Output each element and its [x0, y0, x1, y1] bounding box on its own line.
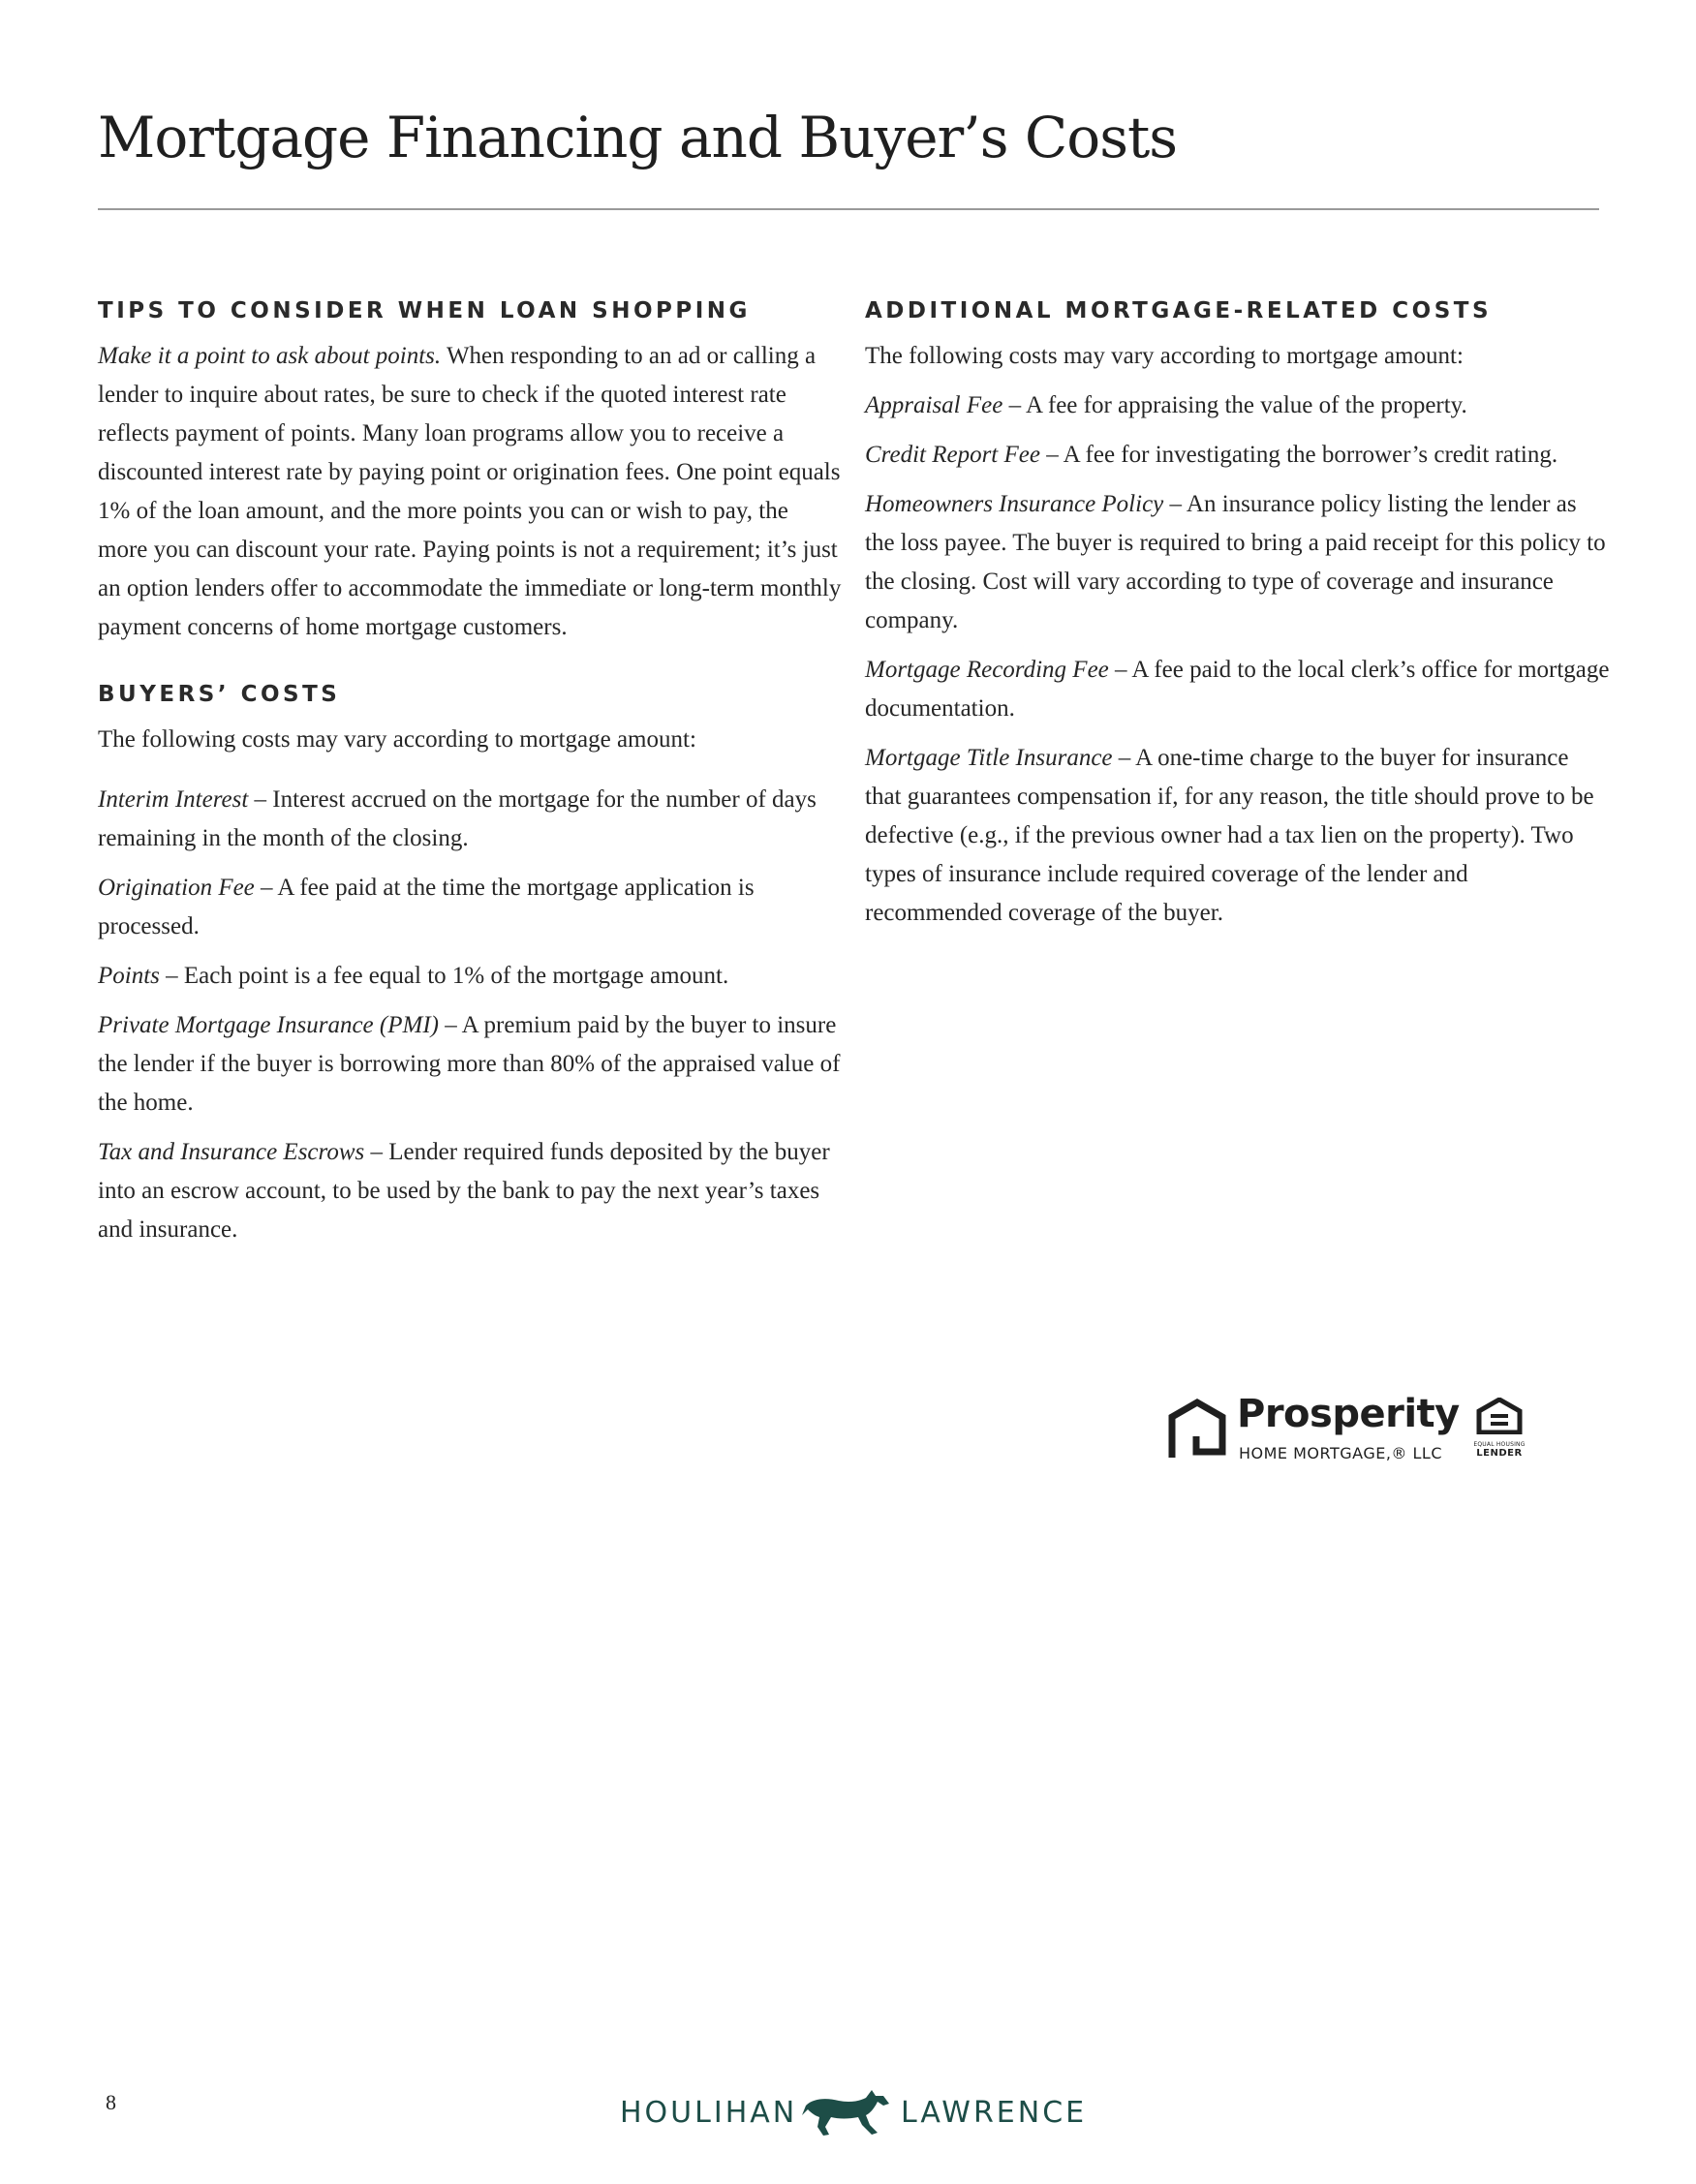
cost-text: – A fee for appraising the value of the property.	[1002, 392, 1467, 418]
cost-term: Origination Fee	[98, 875, 255, 901]
cost-term: Interim Interest	[98, 786, 249, 813]
cost-term: Mortgage Recording Fee	[865, 657, 1109, 683]
cost-item-title-insurance	[865, 739, 1611, 933]
cost-item-interim-interest	[98, 781, 844, 858]
cost-item-homeowners-insurance	[865, 485, 1611, 640]
cost-text: – Each point is a fee equal to 1% of the mortgage amount.	[159, 963, 729, 989]
cost-text: – An insurance policy listing the lender as the loss payee. The buyer is required to bring a paid receipt for this policy to the closing. Cost will vary according to type of coverage and insurance company.	[865, 491, 1606, 633]
footer-brand-left: HOULIHAN	[620, 2096, 798, 2130]
cost-text: – A fee for investigating the borrower’s credit rating.	[1039, 442, 1558, 468]
buyers-costs-intro: The following costs may vary according to mortgage amount:	[98, 726, 696, 753]
prosperity-logo	[1167, 1392, 1535, 1467]
cost-item-escrows	[98, 1133, 844, 1249]
left-column	[98, 298, 844, 1260]
cost-item-points	[98, 957, 844, 996]
cost-item-origination-fee	[98, 869, 844, 946]
page-title: Mortgage Financing and Buyer’s Costs	[98, 105, 1178, 170]
cost-term: Credit Report Fee	[865, 442, 1040, 468]
cost-text: – A one-time charge to the buyer for insurance that guarantees compensation if, for any reason, the title should prove to be defective (e.g., if the previous owner had a tax lien on the property). Two types of insurance include required coverage of the lender and recommended coverage of the buyer.	[865, 745, 1594, 926]
tips-term: Make it a point to ask about points.	[98, 343, 442, 369]
cost-text: – A premium paid by the buyer to insure the lender if the buyer is borrowing more than 80% of the appraised value of the home.	[98, 1012, 841, 1116]
logo-subtitle: HOME MORTGAGE,® LLC	[1239, 1444, 1442, 1462]
cost-item-appraisal-fee	[865, 386, 1611, 425]
cost-term: Tax and Insurance Escrows	[98, 1139, 365, 1165]
tips-heading: TIPS TO CONSIDER WHEN LOAN SHOPPING	[98, 298, 751, 323]
cost-term: Homeowners Insurance Policy	[865, 491, 1164, 517]
cost-text: – A fee paid to the local clerk’s office for mortgage documentation.	[865, 657, 1610, 722]
equal-housing-icon	[1476, 1398, 1523, 1434]
eho-small-text: EQUAL HOUSING	[1473, 1441, 1526, 1448]
cost-term: Private Mortgage Insurance (PMI)	[98, 1012, 439, 1038]
cost-term: Points	[98, 963, 160, 989]
cost-item-credit-report-fee	[865, 436, 1611, 475]
tips-text: When responding to an ad or calling a lender to inquire about rates, be sure to check if the quoted interest rate reflects payment of points. Many loan programs allow you to receive a discounted interest rate by paying point or origination fees. One point equals 1% of the loan amount, and the more points you can or wish to pay, the more you can discount your rate. Paying points is not a requirement; it’s just an option lenders offer to accommodate the immediate or long-term monthly payment concerns of home mortgage customers.	[98, 343, 842, 640]
buyers-costs-heading: BUYERS’ COSTS	[98, 682, 341, 707]
footer-brand-right: LAWRENCE	[901, 2096, 1088, 2130]
eho-big-text: LENDER	[1476, 1448, 1523, 1459]
logo-name: Prosperity	[1237, 1392, 1460, 1436]
tips-paragraph	[98, 337, 844, 647]
additional-costs-heading: ADDITIONAL MORTGAGE-RELATED COSTS	[865, 298, 1493, 323]
page-number: 8	[106, 2090, 116, 2114]
house-icon	[1167, 1398, 1227, 1460]
cost-term: Appraisal Fee	[865, 392, 1003, 418]
cost-text: – Lender required funds deposited by the buyer into an escrow account, to be used by the bank to pay the next year’s taxes and insurance.	[98, 1139, 830, 1243]
additional-costs-intro: The following costs may vary according to mortgage amount:	[865, 343, 1464, 369]
right-column	[865, 298, 1611, 943]
horse-icon	[800, 2086, 893, 2137]
title-divider	[98, 208, 1599, 210]
cost-text: – Interest accrued on the mortgage for the number of days remaining in the month of the closing.	[98, 786, 817, 851]
cost-term: Mortgage Title Insurance	[865, 745, 1113, 771]
cost-text: – A fee paid at the time the mortgage application is processed.	[98, 875, 755, 939]
equal-housing-lender-badge	[1470, 1398, 1528, 1459]
cost-item-recording-fee	[865, 651, 1611, 728]
cost-item-pmi	[98, 1006, 844, 1123]
